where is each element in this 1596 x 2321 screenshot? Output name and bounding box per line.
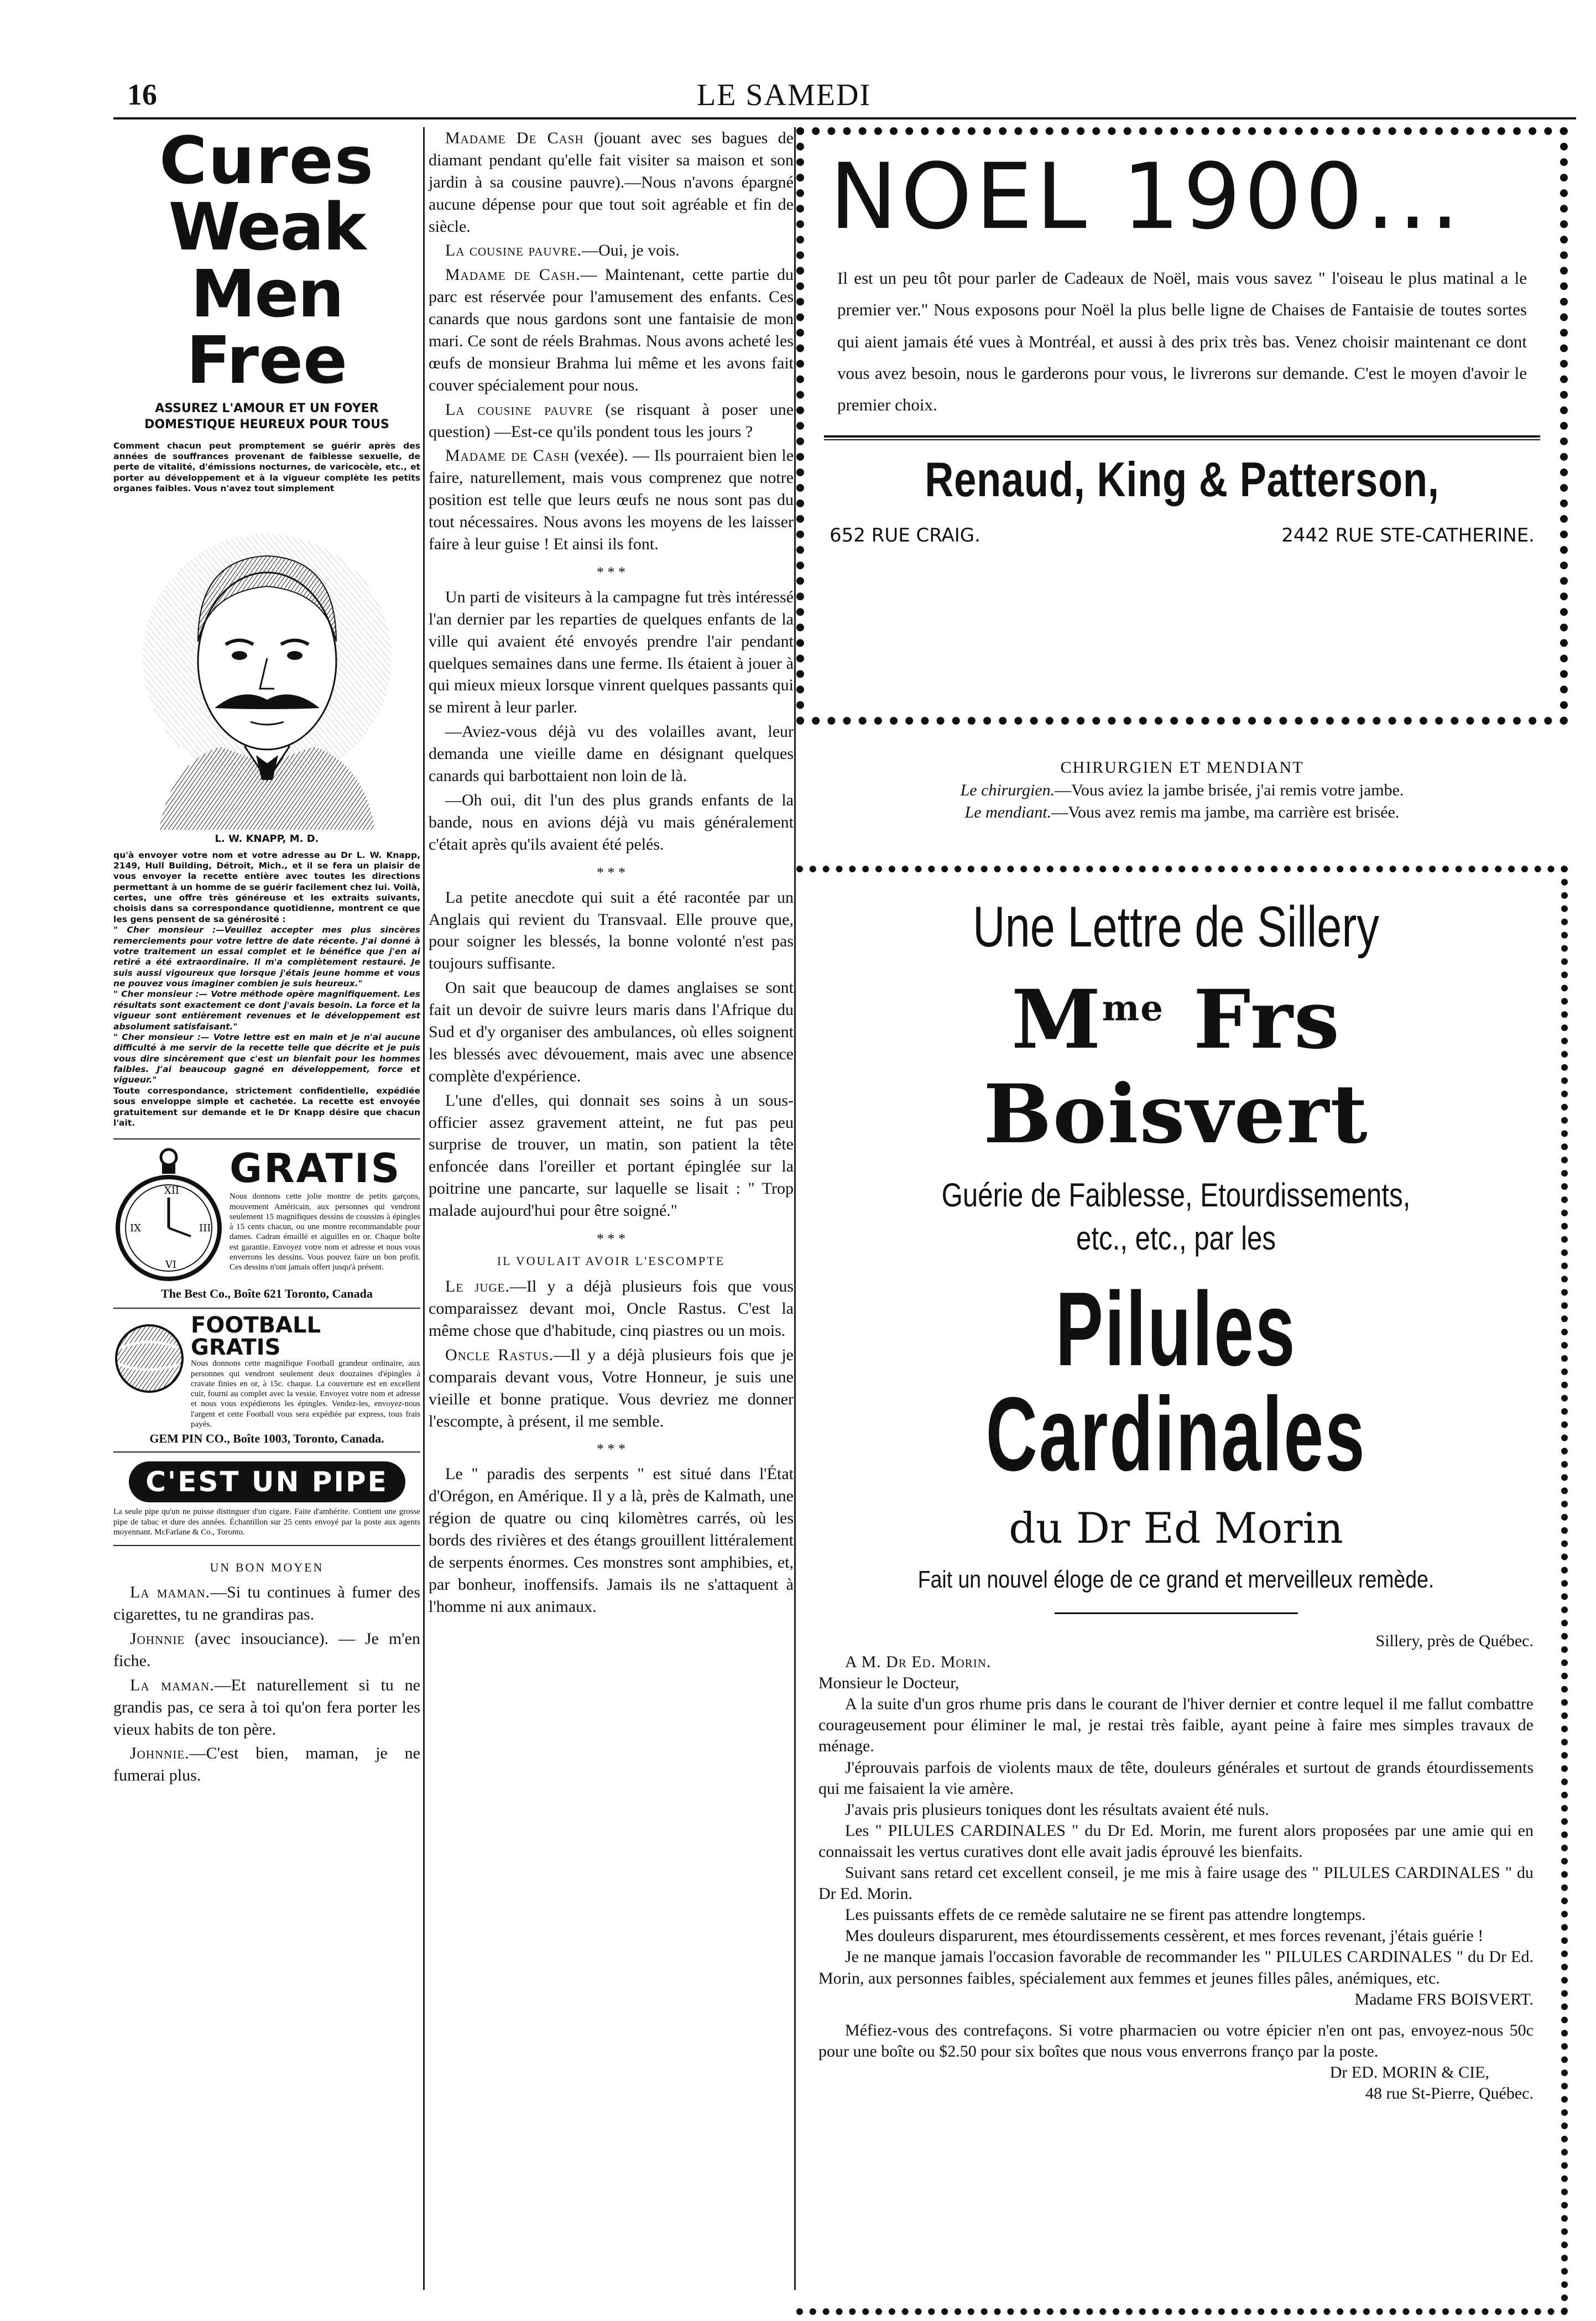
letter-paragraph: J'éprouvais parfois de violents maux de tête, douleurs générales et surtout de grands étourdissements qui me faisaient la vie amère. <box>818 1758 1534 1798</box>
dialogue: —Vous aviez la jambe brisée, j'ai remis votre jambe. <box>1055 780 1404 799</box>
section-stars: * * * <box>597 1230 625 1247</box>
paragraph: Un parti de visiteurs à la campagne fut très intéressé l'an dernier par les reparties de quelques enfants de la ville qui avaient été envoyés prendre l'air pendant quelques semaines dans une ferme. Ils étaient à jouer à qui mieux mieux lorsque vinrent quelques passants qui se mirent à leur parler. <box>429 587 794 717</box>
speaker: La maman. <box>130 1583 211 1602</box>
paragraph: —Oh oui, dit l'un des plus grands enfants de la bande, nous en avions déjà vu mais généralement c'était après qu'ils avaient été pelés. <box>429 790 794 854</box>
paragraph: La petite anecdote qui suit a été racontée par un Anglais qui revient du Transvaal. Elle prouve que, pour soigner les blessés, la bonne volonté n'est pas toujours suffisante. <box>429 888 794 973</box>
letter-paragraph: Les puissants effets de ce remède salutaire ne se firent pas attendre longtemps. <box>845 1906 1366 1924</box>
paragraph: L'une d'elles, qui donnait ses soins à un sous-officier assez gravement atteint, ne fut pas peu surprise de trouver, un matin, son patient la tête enfoncée dans l'oreiller et portant épinglée sur la poitrine une pancarte, sur laquelle se lisait : " Trop malade aujourd'hui pour être soigné." <box>429 1091 794 1220</box>
running-title: LE SAMEDI <box>697 78 872 112</box>
doctor-portrait-image <box>137 503 397 830</box>
letter-paragraph: Les " PILULES CARDINALES " du Dr Ed. Morin, me furent alors proposées par une amie qui en connaissait les vertus curatives dont elle avait jadis éprouvé les bienfaits. <box>818 1821 1534 1861</box>
column-1 <box>113 122 420 1789</box>
letter-paragraph: Suivant sans retard cet excellent conseil, je me mis à faire usage des " PILULES CARDINALES " du Dr Ed. Morin. <box>818 1864 1534 1903</box>
column-rule-1 <box>423 127 425 2290</box>
dialogue: —C'est bien, maman, je ne fumerai plus. <box>113 1744 420 1785</box>
speaker: Oncle Rastus. <box>445 1345 554 1364</box>
title-line-1: Cures <box>159 122 375 199</box>
letter-paragraph: Je ne manque jamais l'occasion favorable de recommander les " PILULES CARDINALES " du Dr Ed. Morin, aux personnes faibles, spécialement aux femmes et jeunes filles pâles, anémiques, etc. <box>818 1948 1534 1987</box>
paragraph: —Aviez-vous déjà vu des volailles avant, leur demanda une vieille dame en désignant quelques canards qui barbottaient non loin de là. <box>429 722 794 785</box>
knapp-body-p1: qu'à envoyer votre nom et votre adresse au Dr L. W. Knapp, 2149, Hull Building, Détroit, Mich., et il se fera un plaisir de vous envoyer la recette entière avec toutes les directions permettant à un homme de se guérir facilement chez lui. Voilà, certes, une offre très généreuse et les extraits suivants, choisis dans sa correspondance quotidienne, montrent ce que les gens pensent de sa générosité : <box>113 850 420 924</box>
portrait-caption: L. W. KNAPP, M. D. <box>215 832 319 845</box>
letter-place: Sillery, près de Québec. <box>1375 1632 1534 1650</box>
story-bon-moyen <box>113 1581 420 1787</box>
sillery-letter <box>818 1631 1534 2104</box>
gratis-title: GRATIS <box>230 1145 401 1192</box>
letter-paragraph: Mes douleurs disparurent, mes étourdissements cessèrent, et mes forces revenant, j'étais guérie ! <box>845 1927 1484 1945</box>
svg-text:IX: IX <box>130 1222 141 1235</box>
knapp-intro: Comment chacun peut promptement se guérir après des années de souffrances provenant de faiblesse sexuelle, de perte de vitalité, d'émissions nocturnes, de varicocèle, etc., et porter au développement et à la vigueur complète les petits organes faibles. Vous n'avez tout simplement <box>113 440 420 494</box>
dialogue: —Il y a déjà plusieurs fois que vous comparaissez devant moi, Oncle Rastus. C'est la même chose que d'habitude, cinq piastres ou un mois. <box>429 1277 794 1340</box>
dialogue: (jouant avec ses bagues de diamant pendant qu'elle fait visiter sa maison et son jardin à sa cousine pauvre).—Nous n'avons épargné aucune dépense pour que tout soit agréable et fin de siècle. <box>429 129 794 236</box>
speaker: Johnnie. <box>130 1744 190 1763</box>
speaker: Le chirurgien. <box>960 780 1055 799</box>
sillery-headline: Une Lettre de Sillery <box>973 895 1379 959</box>
speaker: Madame De Cash <box>445 129 584 147</box>
dialogue: (vexée). — Ils pourraient bien le faire, naturellement, mais vous comprenez que notre position est telle que leurs œufs ne nous sont pas du tout nécessaires. Nous avons les moyens de les laisser faire à leur guise ! Et ainsi ils font. <box>429 446 794 554</box>
cured-line-1: Guérie de Faiblesse, Etourdissements, <box>941 1177 1411 1214</box>
paragraph: On sait que beaucoup de dames anglaises se sont fait un devoir de suivre leurs maris dans l'Afrique du Sud et d'y organiser des ambulances, où elles soignent les blessés avec dévouement, mais avec une absence complète d'expérience. <box>429 979 794 1085</box>
name-sup: me <box>1102 987 1164 1029</box>
svg-text:III: III <box>199 1222 211 1235</box>
football-title-1: FOOTBALL <box>191 1313 321 1339</box>
dialogue: — Maintenant, cette partie du parc est réservée pour l'amusement des enfants. Ces canards que nous gardons sont une fantaisie de mon mari. Ce sont de réels Brahmas. Nous avons acheté les œufs de monsieur Brahma lui même et les avons fait couver spécialement pour nous. <box>429 266 794 394</box>
gratis-footer: The Best Co., Boîte 621 Toronto, Canada <box>161 1287 373 1301</box>
noel-text: Il est un peu tôt pour parler de Cadeaux de Noël, mais vous savez " l'oiseau le plus matinal a le premier ver." Nous exposons pour Noël la plus belle ligne de Chaises de Fantaisie de toutes sortes qui aient jamais été vues à Montréal, et aussi à des prix très bas. Venez choisir maintenant ce dont vous avez besoin, nous le garderons pour vous, le livrerons sur demande. C'est le moyen d'avoir le premier choix. <box>837 268 1527 415</box>
gratis-ad <box>113 1138 420 1301</box>
section-stars: * * * <box>597 1441 625 1458</box>
company-address: 48 rue St-Pierre, Québec. <box>1365 2084 1534 2103</box>
knapp-subtitle: ASSUREZ L'AMOUR ET UN FOYER DOMESTIQUE HEUREUX POUR TOUS <box>144 402 389 432</box>
pocket-watch-icon <box>113 1145 224 1283</box>
letter-to: A M. Dr Ed. Morin. <box>845 1653 992 1672</box>
football-footer: GEM PIN CO., Boîte 1003, Toronto, Canada. <box>149 1432 384 1446</box>
paragraph: Le " paradis des serpents " est situé dans l'État d'Orégon, en Amérique. Il y a là, près de Kalmath, une région de quatre ou cinq kilomètres carrés, où les bords des rivières et des étangs grouillent littéralement de serpents énormes. Ces monstres sont amphibies, et, par bonheur, inoffensifs. Jamais ils ne s'attaquent à l'homme ni aux animaux. <box>429 1465 794 1616</box>
knapp-body-p3: " Cher monsieur :— Votre méthode opère magnifiquement. Les résultats sont exactement ce dont j'avais besoin. La force et la vigueur sont entièrement revenues et le développement est absolument satisfaisant." <box>113 989 420 1032</box>
knapp-body <box>113 850 420 1129</box>
knapp-body-p5: Toute correspondance, strictement confidentielle, expédiée sous enveloppe simple et cachetée. La recette est envoyée gratuitement sur demande et le Dr Knapp désire que chacun l'ait. <box>113 1085 420 1128</box>
letter-paragraph: A la suite d'un gros rhume pris dans le courant de l'hiver dernier et contre lequel il me fallut combattre courageusement pour éliminer le mal, je restai très faible, ayant peine à faire mes simples travaux de ménage. <box>818 1695 1534 1756</box>
dialogue: —Et naturellement si tu ne grandis pas, ce sera à toi qu'on fera porter les vieux habits de ton père. <box>113 1675 420 1739</box>
letter-paragraph: J'avais pris plusieurs toniques dont les résultats avaient été nuls. <box>845 1800 1269 1819</box>
sillery-ad <box>796 866 1568 2315</box>
dialogue: —Oui, je vois. <box>582 241 680 260</box>
dialogue: (se risquant à poser une question) —Est-ce qu'ils pondent tous les jours ? <box>429 400 794 441</box>
section-stars: * * * <box>597 864 625 881</box>
noel-address-2: 2442 RUE STE-CATHERINE. <box>1281 524 1535 547</box>
noel-address-1: 652 RUE CRAIG. <box>830 524 980 547</box>
speaker: Le mendiant. <box>964 803 1052 821</box>
company-name: Dr ED. MORIN & CIE, <box>1329 2063 1489 2081</box>
section-stars: * * * <box>597 564 625 580</box>
noel-company: Renaud, King & Patterson, <box>925 451 1439 507</box>
column-2 <box>429 127 794 1620</box>
header-rule <box>113 117 1576 119</box>
speaker: La cousine pauvre <box>445 400 593 419</box>
noel-title: NOEL 1900... <box>830 144 1463 249</box>
sillery-doctor: du Dr Ed Morin <box>1009 1503 1343 1553</box>
column-rule-2 <box>794 127 796 2290</box>
speaker: Madame de Cash. <box>445 266 581 284</box>
knapp-ad-title <box>113 122 420 399</box>
football-ad <box>113 1308 420 1446</box>
football-title-2: GRATIS <box>191 1335 281 1361</box>
letter-salutation: Monsieur le Docteur, <box>818 1674 959 1693</box>
knapp-body-p4: " Cher monsieur :— Votre lettre est en main et je n'ai aucune difficulté à me servir de la recette telle que décrite et je puis vous dire sincèrement que c'est un bienfait pour les hommes faibles. J'ai beaucoup gagné en développement, force et vigueur." <box>113 1032 420 1085</box>
chirurgien-title: CHIRURGIEN ET MENDIANT <box>1060 758 1304 777</box>
sillery-name <box>818 972 1534 1162</box>
sillery-tagline: Fait un nouvel éloge de ce grand et merveilleux remède. <box>917 1566 1435 1593</box>
title-line-3: Free <box>186 322 348 399</box>
gratis-text: Nous donnons cette jolie montre de petits garçons, mouvement Américain, aux personnes qui vendront seulement 15 magnifiques dessins de coussins à épingles à 15 cents chacun, ou une montre recommandable pour dames. Cadran émaillé et aiguilles en or. Chaque boîte est garantie. Envoyez votre nom et adresse et nous vous enverrons les dessins. Vous pouvez faire un bon profit. Ces dessins n'ont jamais offert jusqu'à présent. <box>230 1192 420 1272</box>
letter-warning: Méfiez-vous des contrefaçons. Si votre pharmacien ou votre épicier n'en ont pas, envoyez-nous 50c pour une boîte ou $2.50 pour six boîtes que nous vous enverrons franço par la poste. <box>818 2021 1534 2060</box>
chirurgien-joke <box>796 757 1568 824</box>
svg-text:XII: XII <box>164 1185 180 1197</box>
pipe-ad <box>113 1451 420 1537</box>
pipe-banner: C'EST UN PIPE <box>129 1461 405 1502</box>
title-line-2: Weak Men <box>168 189 366 332</box>
dialogue: (avec insouciance). — Je m'en fiche. <box>113 1630 420 1670</box>
football-text: Nous donnons cette magnifique Football grandeur ordinaire, aux personnes qui vendront seulement deux douzaines d'épingles à cravate finies en or, à 15c. chaque. La couverture est en excellent cuir, fourni au complet avec la vessie. Envoyez votre nom et adresse et nous vous expédierons les épingles. Vendez-les, envoyez-nous l'argent et cette Football vous sera expédiée par express, tous frais payés. <box>191 1359 420 1429</box>
sillery-cured <box>883 1174 1469 1260</box>
page-number: 16 <box>127 78 157 111</box>
dialogue: —Vous avez remis ma jambe, ma carrière est brisée. <box>1051 803 1400 821</box>
speaker: Le juge. <box>445 1277 510 1296</box>
speaker: Madame de Cash <box>445 446 570 465</box>
football-icon <box>113 1314 185 1403</box>
svg-text:VI: VI <box>165 1259 177 1271</box>
pipe-text: La seule pipe qu'un ne puisse distinguer d'un cigare. Faite d'ambérite. Contient une grosse pipe de tabac et dure des années. Échantillon sur 25 cents envoyé par la poste aux agents moyennant. McFarlane & Co., Toronto. <box>113 1507 420 1537</box>
letter-signature: Madame FRS BOISVERT. <box>1354 1990 1534 2008</box>
sillery-product: Pilules Cardinales <box>985 1271 1366 1493</box>
speaker: La maman. <box>130 1675 215 1694</box>
cured-line-2: etc., etc., par les <box>1076 1220 1276 1257</box>
name-rest: Frs Boisvert <box>983 972 1369 1162</box>
speaker: Johnnie <box>130 1630 185 1648</box>
speaker: La cousine pauvre. <box>445 241 582 260</box>
story-title-bon-moyen: UN BON MOYEN <box>210 1560 324 1575</box>
dialogue: —Si tu continues à fumer des cigarettes, tu ne grandiras pas. <box>113 1583 420 1624</box>
knapp-body-p2: " Cher monsieur :—Veuillez accepter mes plus sincères remerciements pour votre lettre de date récente. J'ai donné à votre traitement un essai complet et le bénéfice que j'en ai retiré a été extraordinaire. Il m'a complètement restauré. Je suis aussi vigoureux que lorsque j'étais jeune homme et vous ne pouvez vous imaginer combien je suis heureux." <box>113 925 420 988</box>
noel-ad <box>796 127 1568 725</box>
story-title-escompte: IL VOULAIT AVOIR L'ESCOMPTE <box>497 1253 726 1268</box>
dialogue: —Il y a déjà plusieurs fois que je comparais devant vous, Votre Honneur, je suis une vieille et bonne pratique. Vous devriez me donner l'escompte, à présent, il me semble. <box>429 1345 794 1430</box>
name-prefix: M <box>1011 972 1102 1067</box>
